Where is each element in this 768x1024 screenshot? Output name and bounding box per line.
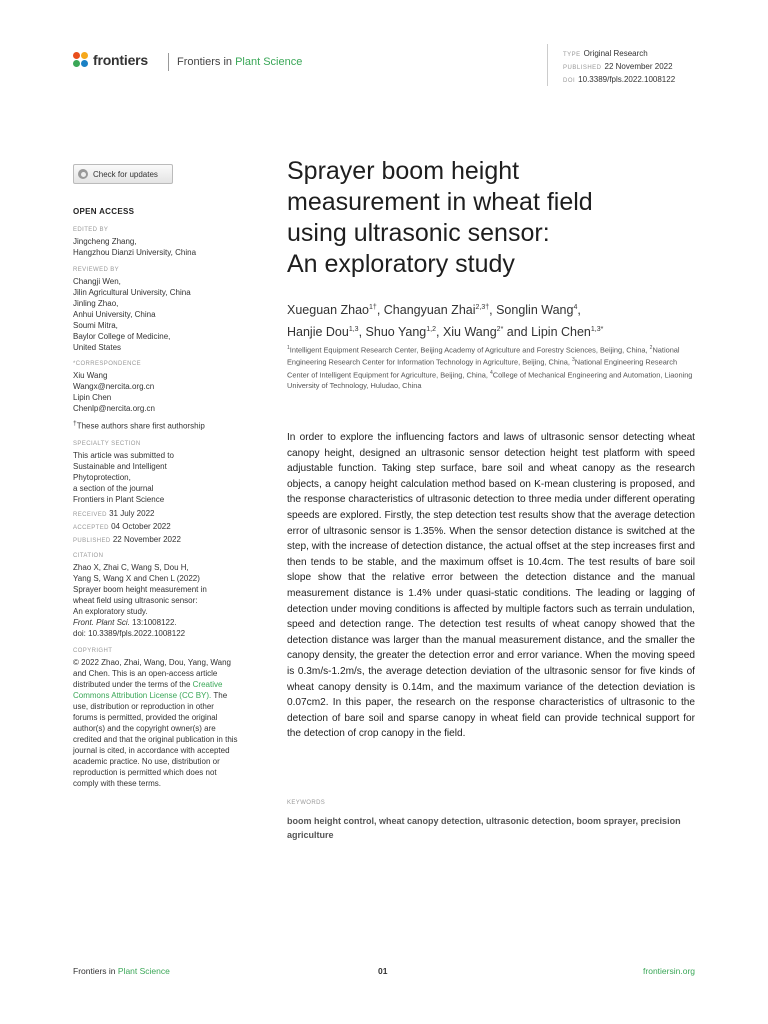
frontiers-logo[interactable]	[73, 52, 148, 68]
author[interactable]: Xiu Wang$^{2*}$	[442, 325, 504, 340]
published-date: 22 November 2022	[112, 535, 181, 544]
keywords-label: KEYWORDS	[287, 800, 326, 806]
footer-journal[interactable]: Frontiers in Plant Science	[73, 966, 170, 976]
author[interactable]: Xueguan Zhao$^{1\dagger}$	[287, 303, 377, 318]
received-date: 31 July 2022	[109, 509, 155, 518]
author[interactable]: Shuo Yang$^{1,2}$	[365, 325, 436, 340]
author[interactable]: Changyuan Zhai$^{2,3\dagger}$	[383, 303, 490, 318]
cc-license-link[interactable]: Creative Commons Attribution License (CC BY).	[73, 680, 223, 700]
author[interactable]: Hanjie Dou$^{1,3}$	[287, 325, 359, 340]
first-authorship-note: †These authors share first authorship	[73, 420, 205, 431]
article-meta: TYPE Original Research PUBLISHED 22 November 2022 DOI 10.3389/fpls.2022.1008122	[563, 49, 676, 84]
page-number: 01	[378, 966, 388, 976]
author[interactable]: Songlin Wang$^4$	[496, 303, 578, 318]
abstract: In order to explore the influencing factors and laws of ultrasonic sensor detecting wheat canopy height, designed an ultrasonic sensor detection height test platform with speed adjustable function. Taking step surface, bare soil and wheat canopy as the research objects, a canopy height calculation method based on K-mean clustering is proposed, and the response characteristics of ultrasonic detection to three media under different operating speeds are explored. Firstly, the step detection test results show that the average detection error of ultrasonic sensor is 1.35%. When the sensor detection distance is switched at the step, with the increase of detection distance, the actual offset at the step increases first and then tends to be stable, and the maximum offset is 10.4cm. The test results of bare soil slope show that the relative error between the detection distance and the manual measurement distance is 1.4% under quasi-static conditions. The leading or lagging of detection under moving conditions is affected by multiple factors such as terrain undulation, speed and detection range. The detection test results of wheat canopy showed that the detection distance was larger than the manual measurement distance, and the smaller the canopy density, the greater the detection error and error variance. When the moving speed is 0.3m/s-1.2m/s, the average detection deviation of the ultrasonic sensor for five kinds of wheat canopy density is 0.14m, and the maximum variance of the detection deviation is 0.07cm2. In this paper, the research on the response characteristics of ultrasonic to the detection of bare soil and sparse canopy in wheat field can provide technical support for the detection of crop canopy in the field.	[287, 432, 695, 740]
affiliations: $^1$Intelligent Equipment Research Center, Beijing Academy of Agriculture and Forestry Sciences, Beijing, China, $^2$National Engineering Research Center for Information Technology in Agriculture, Beijing, China, $^3$National Engineering Research Center of Intelligent Equipment for Agriculture, Beijing, China, $^4$College of Mechanical Engineering and Automation, Liaoning University of Technology, Huludao, China	[287, 345, 693, 391]
email-link[interactable]: Wangx@nercita.org.cn	[73, 382, 155, 391]
brand-name: frontiers	[93, 52, 148, 68]
update-icon	[78, 169, 88, 179]
accepted-date: 04 October 2022	[111, 522, 171, 531]
author-list: Xueguan Zhao$^{1\dagger}$, Changyuan Zhai$^{2,3\dagger}$, Songlin Wang$^4$, Hanjie Dou$^{1,3}$, Shuo Yang$^{1,2}$, Xiu Wang$^{2*}$ and Lipin Chen$^{1,3*}$	[287, 303, 604, 340]
header-divider	[168, 53, 169, 71]
edited-by-section: EDITED BY Jingcheng Zhang, Hangzhou Dianzi University, China	[73, 227, 197, 257]
author[interactable]: Lipin Chen$^{1,3*}$	[531, 325, 604, 340]
copyright-section: COPYRIGHT © 2022 Zhao, Zhai, Wang, Dou, Yang, Wang and Chen. This is an open-access article distributed under the terms of the Creative Commons Attribution License (CC BY). The use, distribution or reproduction in other forums is permitted, provided the original author(s) and the copyright owner(s) are credited and that the original publication in this journal is cited, in accordance with accepted academic practice. No use, distribution or reproduction is permitted which does not comply with these terms.	[73, 648, 238, 788]
keywords: boom height control, wheat canopy detection, ultrasonic detection, boom sprayer, precision agriculture	[287, 816, 681, 840]
specialty-section: SPECIALTY SECTION This article was submitted to Sustainable and Intelligent Phytoprotection, a section of the journal Frontiers in Plant Science	[73, 441, 174, 504]
footer-site-link[interactable]: frontiersin.org	[643, 966, 695, 976]
meta-divider	[547, 44, 548, 86]
reviewed-by-section: REVIEWED BY Changji Wen, Jilin Agricultural University, China Jinling Zhao, Anhui University, China Soumi Mitra, Baylor College of Medicine, United States	[73, 267, 191, 352]
doi-link[interactable]: 10.3389/fpls.2022.1008122	[578, 75, 676, 84]
check-for-updates-button[interactable]: Check for updates	[73, 164, 173, 184]
published-date: 22 November 2022	[604, 62, 673, 71]
open-access-label: OPEN ACCESS	[73, 207, 135, 216]
email-link[interactable]: Chenlp@nercita.org.cn	[73, 404, 155, 413]
article-title: Sprayer boom height measurement in wheat field using ultrasonic sensor: An exploratory study	[287, 157, 593, 278]
dates-section: RECEIVED 31 July 2022 ACCEPTED 04 October 2022 PUBLISHED 22 November 2022	[73, 509, 181, 544]
page-header	[73, 48, 693, 84]
correspondence-section: *CORRESPONDENCE Xiu Wang Wangx@nercita.org.cn Lipin Chen Chenlp@nercita.org.cn	[73, 359, 238, 414]
journal-name[interactable]: Frontiers in Plant Science	[177, 56, 303, 68]
citation-doi[interactable]: doi: 10.3389/fpls.2022.1008122	[73, 629, 186, 638]
citation-section: CITATION Zhao X, Zhai C, Wang S, Dou H, Yang S, Wang X and Chen L (2022) Sprayer boom height measurement in wheat field using ultrasonic sensor: An exploratory study. Front. Plant Sci. 13:1008122. doi: 10.3389/fpls.2022.1008122	[73, 551, 238, 639]
article-type: Original Research	[583, 49, 648, 58]
frontiers-logo-icon	[73, 52, 89, 68]
